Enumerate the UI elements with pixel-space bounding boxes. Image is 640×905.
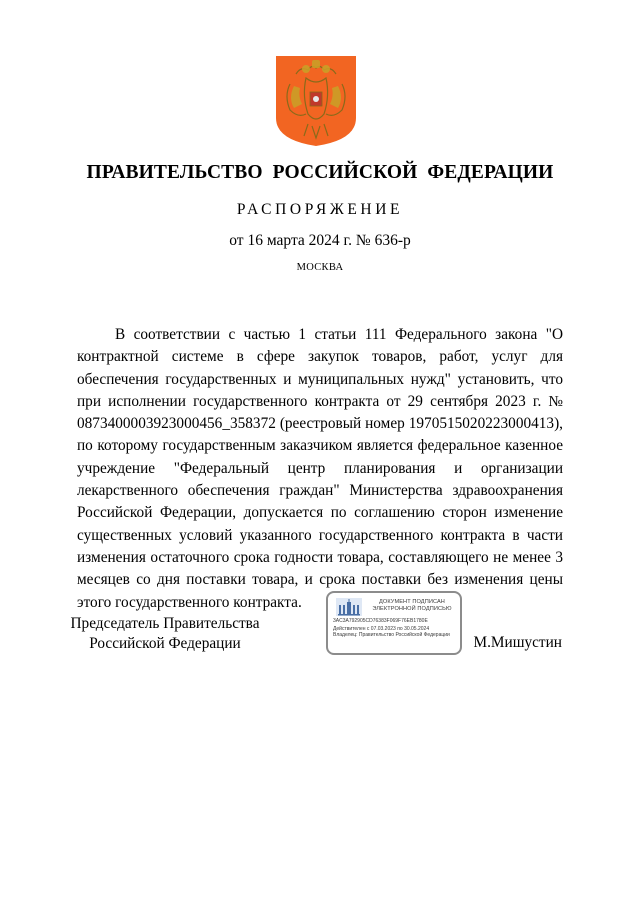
city: МОСКВА	[296, 262, 344, 273]
electronic-signature-stamp	[326, 591, 462, 655]
signatory-role: Председатель Правительства Российской Федерации	[70, 615, 260, 652]
stamp-title: ДОКУМЕНТ ПОДПИСАН ЭЛЕКТРОННОЙ ПОДПИСЬЮ	[372, 599, 452, 612]
stamp-validity: Действителен с 07.03.2023 по 30.05.2024	[333, 626, 430, 632]
government-building-icon	[336, 598, 362, 616]
signatory-name: М.Мишустин	[473, 634, 562, 651]
coat-of-arms-emblem	[276, 56, 356, 146]
document-date-number: от 16 марта 2024 г. № 636-р	[229, 232, 411, 249]
stamp-owner: Владелец: Правительство Российской Федерации	[333, 632, 450, 638]
government-title: ПРАВИТЕЛЬСТВО РОССИЙСКОЙ ФЕДЕРАЦИИ	[86, 162, 554, 183]
body-paragraph: В соответствии с частью 1 статьи 111 Федерального закона "О контрактной системе в сфере закупок товаров, работ, услуг для обеспечения государственных и муниципальных нужд" установить, что при исполнении государственного контракта от 29 сентября 2023 г. № 0873400003923000456_358372 (реестровый номер 1970515020223000413), по которому государственным заказчиком является федеральное казенное учреждение "Федеральный центр планирования и организации лекарственного обеспечения граждан" Министерства здравоохранения Российской Федерации, допускается по соглашению сторон изменение существенных условий указанного государственного контракта в части изменения остаточного срока годности товара, составляющего не менее 3 месяцев со дня поставки товара, и срока поставки без изменения цены этого государственного контракта.	[77, 326, 563, 611]
stamp-certificate: 3AC3A792905CD76383F069F76EB1780E	[333, 618, 428, 624]
document-type: РАСПОРЯЖЕНИЕ	[236, 201, 404, 218]
